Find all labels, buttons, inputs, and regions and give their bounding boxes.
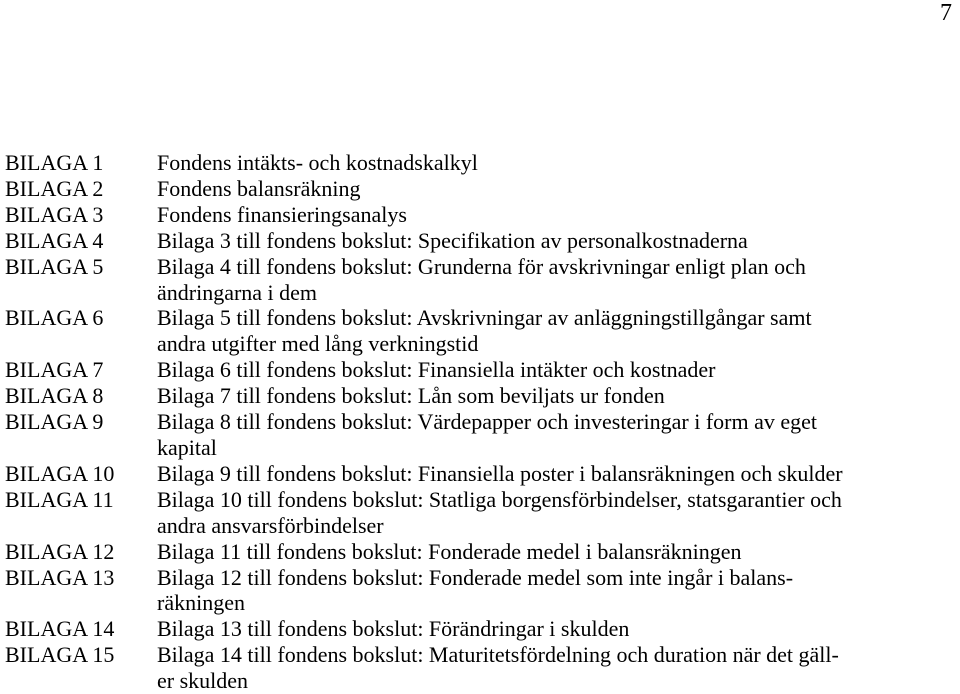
appendix-row xyxy=(5,642,955,694)
appendix-description xyxy=(157,487,955,539)
appendix-description-line: Bilaga 4 till fondens bokslut: Grunderna för avskrivningar enligt plan och xyxy=(157,253,806,279)
appendix-description-line: Bilaga 5 till fondens bokslut: Avskrivningar av anläggningstillgångar samt xyxy=(157,305,812,331)
appendix-label: BILAGA 15 xyxy=(5,642,115,668)
appendix-description xyxy=(157,357,955,383)
appendix-row xyxy=(5,565,955,617)
appendix-description xyxy=(157,305,955,357)
appendix-description-line: Bilaga 6 till fondens bokslut: Finansiella intäkter och kostnader xyxy=(157,357,716,383)
appendix-description xyxy=(157,461,955,487)
appendix-row xyxy=(5,254,955,306)
appendix-row xyxy=(5,487,955,539)
appendix-row xyxy=(5,409,955,461)
appendix-label: BILAGA 2 xyxy=(5,175,104,201)
appendix-description-line: Bilaga 14 till fondens bokslut: Maturitetsfördelning och duration när det gäll- xyxy=(157,642,839,668)
appendix-label: BILAGA 5 xyxy=(5,253,104,279)
appendix-label: BILAGA 10 xyxy=(5,460,115,486)
appendix-label: BILAGA 1 xyxy=(5,150,104,175)
appendix-description-line: er skulden xyxy=(157,668,249,694)
appendix-label: BILAGA 14 xyxy=(5,616,115,642)
appendix-row xyxy=(5,150,955,176)
appendix-description xyxy=(157,176,955,202)
appendix-list xyxy=(5,150,955,694)
appendix-row xyxy=(5,305,955,357)
page-number: 7 xyxy=(940,0,952,26)
appendix-label: BILAGA 13 xyxy=(5,564,115,590)
appendix-row xyxy=(5,539,955,565)
appendix-description xyxy=(157,150,955,176)
appendix-description-line: Bilaga 7 till fondens bokslut: Lån som beviljats ur fonden xyxy=(157,383,665,409)
appendix-label: BILAGA 8 xyxy=(5,383,104,409)
appendix-row xyxy=(5,176,955,202)
appendix-row xyxy=(5,616,955,642)
appendix-label: BILAGA 6 xyxy=(5,305,104,331)
appendix-description xyxy=(157,539,955,565)
appendix-description-line: Bilaga 13 till fondens bokslut: Förändringar i skulden xyxy=(157,616,630,642)
appendix-description-line: Fondens finansieringsanalys xyxy=(157,201,407,227)
appendix-description xyxy=(157,202,955,228)
appendix-row xyxy=(5,202,955,228)
appendix-description-line: Bilaga 8 till fondens bokslut: Värdepapper och investeringar i form av eget xyxy=(157,409,818,435)
appendix-description xyxy=(157,383,955,409)
appendix-label: BILAGA 7 xyxy=(5,357,104,383)
appendix-description-line: andra ansvarsförbindelser xyxy=(157,512,384,538)
appendix-label: BILAGA 12 xyxy=(5,538,115,564)
appendix-description-line: Bilaga 11 till fondens bokslut: Fonderade medel i balansräkningen xyxy=(157,538,742,564)
appendix-description-line: Bilaga 12 till fondens bokslut: Fonderade medel som inte ingår i balans- xyxy=(157,564,794,590)
appendix-row xyxy=(5,228,955,254)
appendix-description xyxy=(157,616,955,642)
appendix-description-line: Fondens balansräkning xyxy=(157,175,361,201)
appendix-description-line: Fondens intäkts- och kostnadskalkyl xyxy=(157,150,478,175)
appendix-description-line: kapital xyxy=(157,434,217,460)
appendix-label: BILAGA 9 xyxy=(5,409,104,435)
appendix-row xyxy=(5,383,955,409)
appendix-label: BILAGA 11 xyxy=(5,486,114,512)
appendix-description-line: ändringarna i dem xyxy=(157,279,318,305)
appendix-description xyxy=(157,565,955,617)
appendix-description-line: räkningen xyxy=(157,590,245,616)
appendix-label: BILAGA 3 xyxy=(5,201,104,227)
appendix-description xyxy=(157,409,955,461)
appendix-label: BILAGA 4 xyxy=(5,227,104,253)
appendix-description xyxy=(157,642,955,694)
appendix-row xyxy=(5,461,955,487)
appendix-description-line: Bilaga 3 till fondens bokslut: Specifikation av personalkostnaderna xyxy=(157,227,748,253)
appendix-description-line: Bilaga 10 till fondens bokslut: Statliga borgensförbindelser, statsgarantier och xyxy=(157,486,842,512)
appendix-description-line: Bilaga 9 till fondens bokslut: Finansiella poster i balansräkningen och skulder xyxy=(157,460,843,486)
appendix-description xyxy=(157,254,955,306)
appendix-row xyxy=(5,357,955,383)
appendix-description-line: andra utgifter med lång verkningstid xyxy=(157,331,479,357)
appendix-description xyxy=(157,228,955,254)
